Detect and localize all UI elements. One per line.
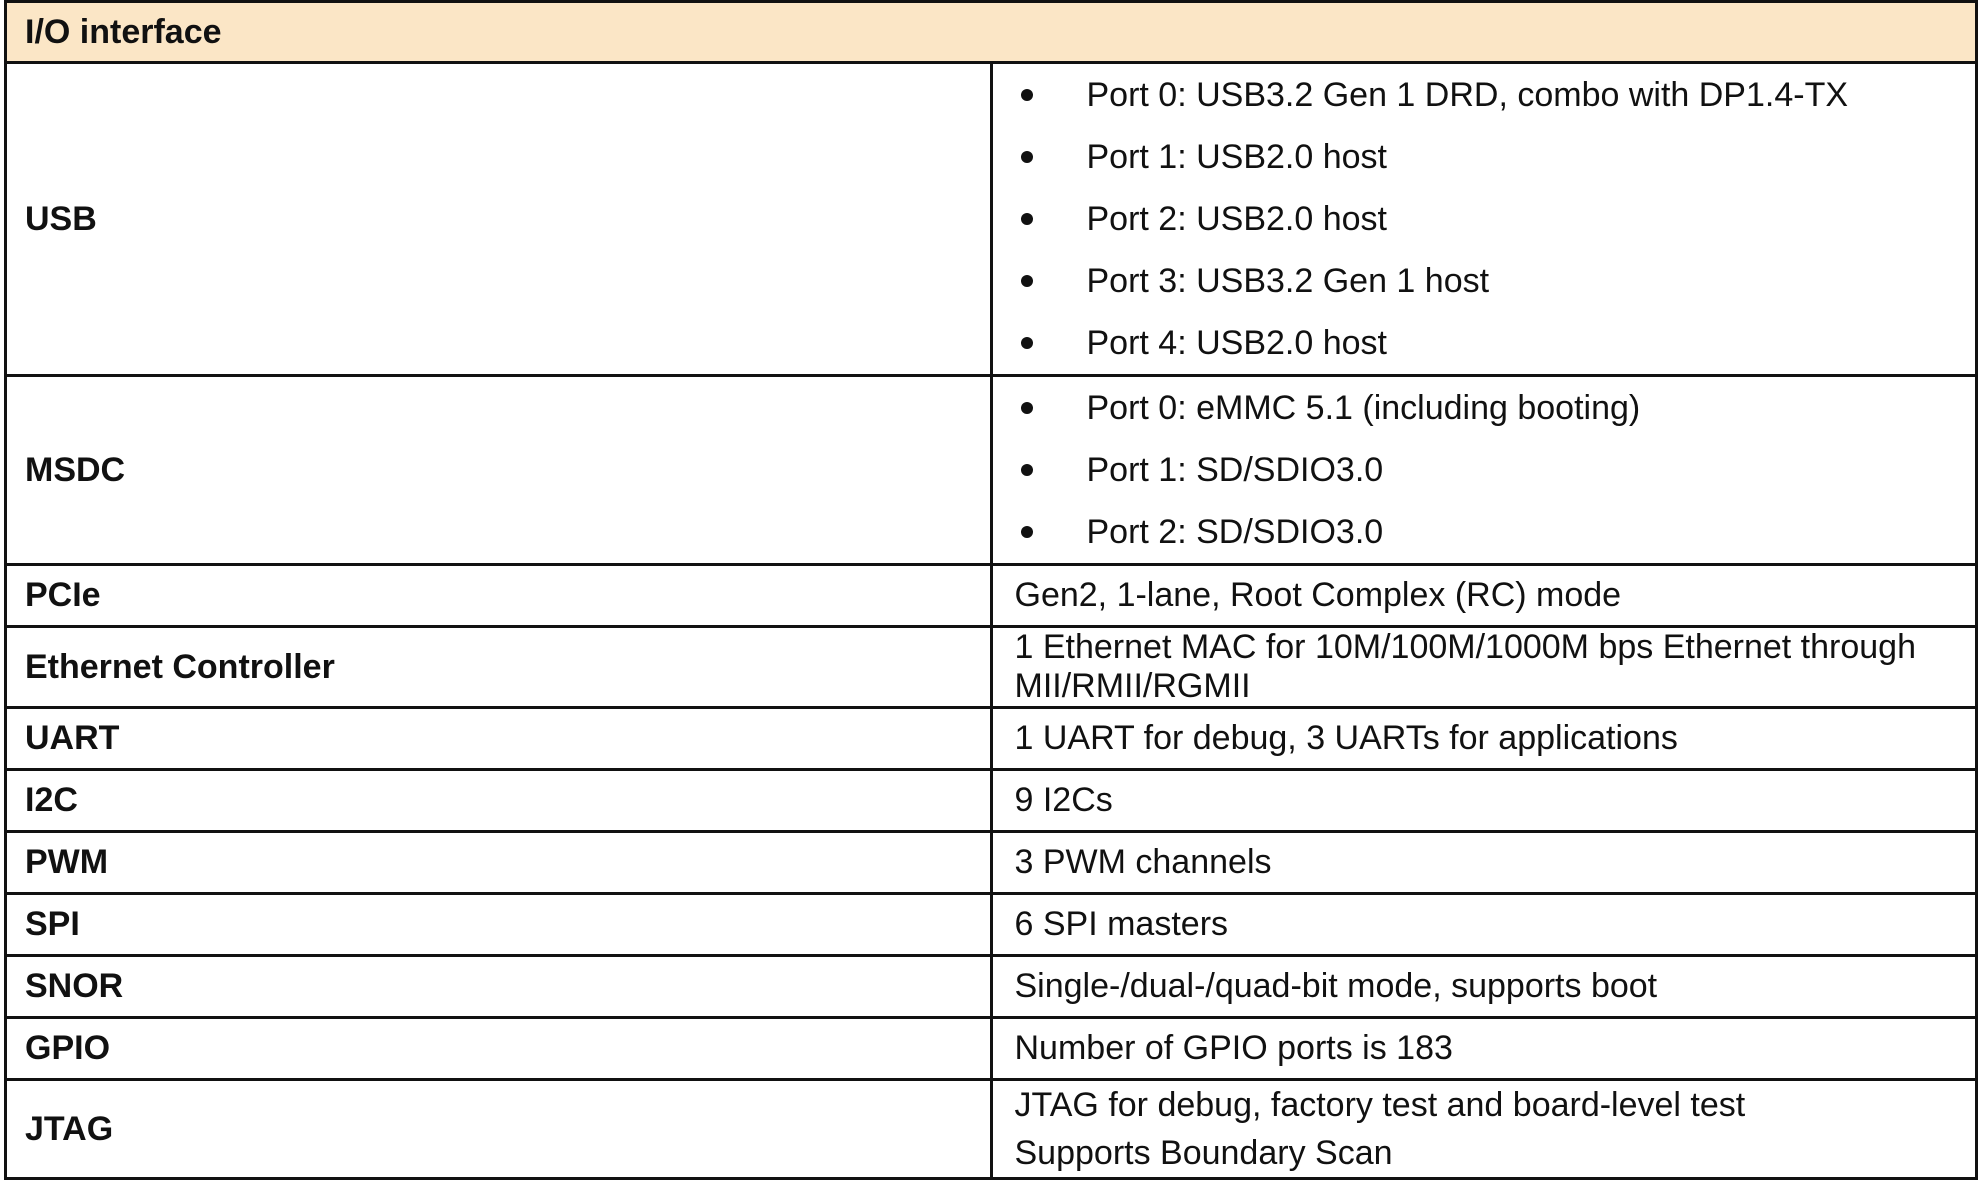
list-item-text: Port 2: USB2.0 host: [1086, 200, 1387, 238]
row-value-pcie: Gen2, 1-lane, Root Complex (RC) mode: [991, 565, 1977, 627]
jtag-line-2: Supports Boundary Scan: [1014, 1134, 1393, 1172]
table-row-usb: [6, 63, 1977, 376]
list-item: [1015, 501, 1966, 563]
row-value-gpio: Number of GPIO ports is 183: [991, 1018, 1977, 1080]
table-row-msdc: [6, 376, 1977, 565]
table-row-gpio: [6, 1018, 1977, 1080]
bullet-icon: [1021, 213, 1033, 225]
table-row-spi: [6, 894, 1977, 956]
row-value-jtag: [991, 1080, 1977, 1179]
list-item-text: Port 1: USB2.0 host: [1086, 138, 1387, 176]
list-item-text: Port 1: SD/SDIO3.0: [1086, 451, 1384, 489]
row-label-snor: SNOR: [6, 956, 992, 1018]
list-item-text: Port 2: SD/SDIO3.0: [1086, 513, 1384, 551]
list-item: [1015, 250, 1966, 312]
bullet-icon: [1021, 337, 1033, 349]
row-label-jtag: JTAG: [6, 1080, 992, 1179]
bullet-icon: [1021, 89, 1033, 101]
list-item: [1015, 64, 1966, 126]
list-item: [1015, 188, 1966, 250]
bullet-icon: [1021, 464, 1033, 476]
bullet-icon: [1021, 151, 1033, 163]
list-item-text: Port 4: USB2.0 host: [1086, 324, 1387, 362]
row-label-pwm: PWM: [6, 832, 992, 894]
row-label-gpio: GPIO: [6, 1018, 992, 1080]
table-row-ethernet: [6, 627, 1977, 708]
io-interface-spec-table: [4, 0, 1978, 1180]
table-row-pwm: [6, 832, 1977, 894]
list-item: [1015, 377, 1966, 439]
bullet-icon: [1021, 402, 1033, 414]
row-value-snor: Single-/dual-/quad-bit mode, supports boot: [991, 956, 1977, 1018]
row-value-ethernet: 1 Ethernet MAC for 10M/100M/1000M bps Ethernet through MII/RMII/RGMII: [991, 627, 1977, 708]
jtag-line-1: JTAG for debug, factory test and board-level test: [1014, 1086, 1746, 1124]
bullet-icon: [1021, 275, 1033, 287]
list-item-text: Port 0: eMMC 5.1 (including booting): [1086, 389, 1641, 427]
list-item: [1015, 126, 1966, 188]
row-value-i2c: 9 I2Cs: [991, 770, 1977, 832]
row-value-usb: [991, 63, 1977, 376]
list-item-text: Port 0: USB3.2 Gen 1 DRD, combo with DP1.4-TX: [1086, 76, 1849, 114]
row-label-msdc: MSDC: [6, 376, 992, 565]
row-label-pcie: PCIe: [6, 565, 992, 627]
section-header-row: [6, 2, 1977, 63]
row-value-msdc: [991, 376, 1977, 565]
row-value-spi: 6 SPI masters: [991, 894, 1977, 956]
table-row-snor: [6, 956, 1977, 1018]
row-label-ethernet: Ethernet Controller: [6, 627, 992, 708]
table-row-pcie: [6, 565, 1977, 627]
list-item-text: Port 3: USB3.2 Gen 1 host: [1086, 262, 1490, 300]
section-title: I/O interface: [6, 2, 1977, 63]
table-row-uart: [6, 708, 1977, 770]
row-label-usb: USB: [6, 63, 992, 376]
msdc-port-list: [1015, 377, 1966, 563]
list-item: [1015, 439, 1966, 501]
usb-port-list: [1015, 64, 1966, 374]
bullet-icon: [1021, 526, 1033, 538]
row-label-spi: SPI: [6, 894, 992, 956]
row-value-pwm: 3 PWM channels: [991, 832, 1977, 894]
list-item: [1015, 312, 1966, 374]
table-row-jtag: [6, 1080, 1977, 1179]
row-label-uart: UART: [6, 708, 992, 770]
row-value-uart: 1 UART for debug, 3 UARTs for applications: [991, 708, 1977, 770]
table-row-i2c: [6, 770, 1977, 832]
row-label-i2c: I2C: [6, 770, 992, 832]
